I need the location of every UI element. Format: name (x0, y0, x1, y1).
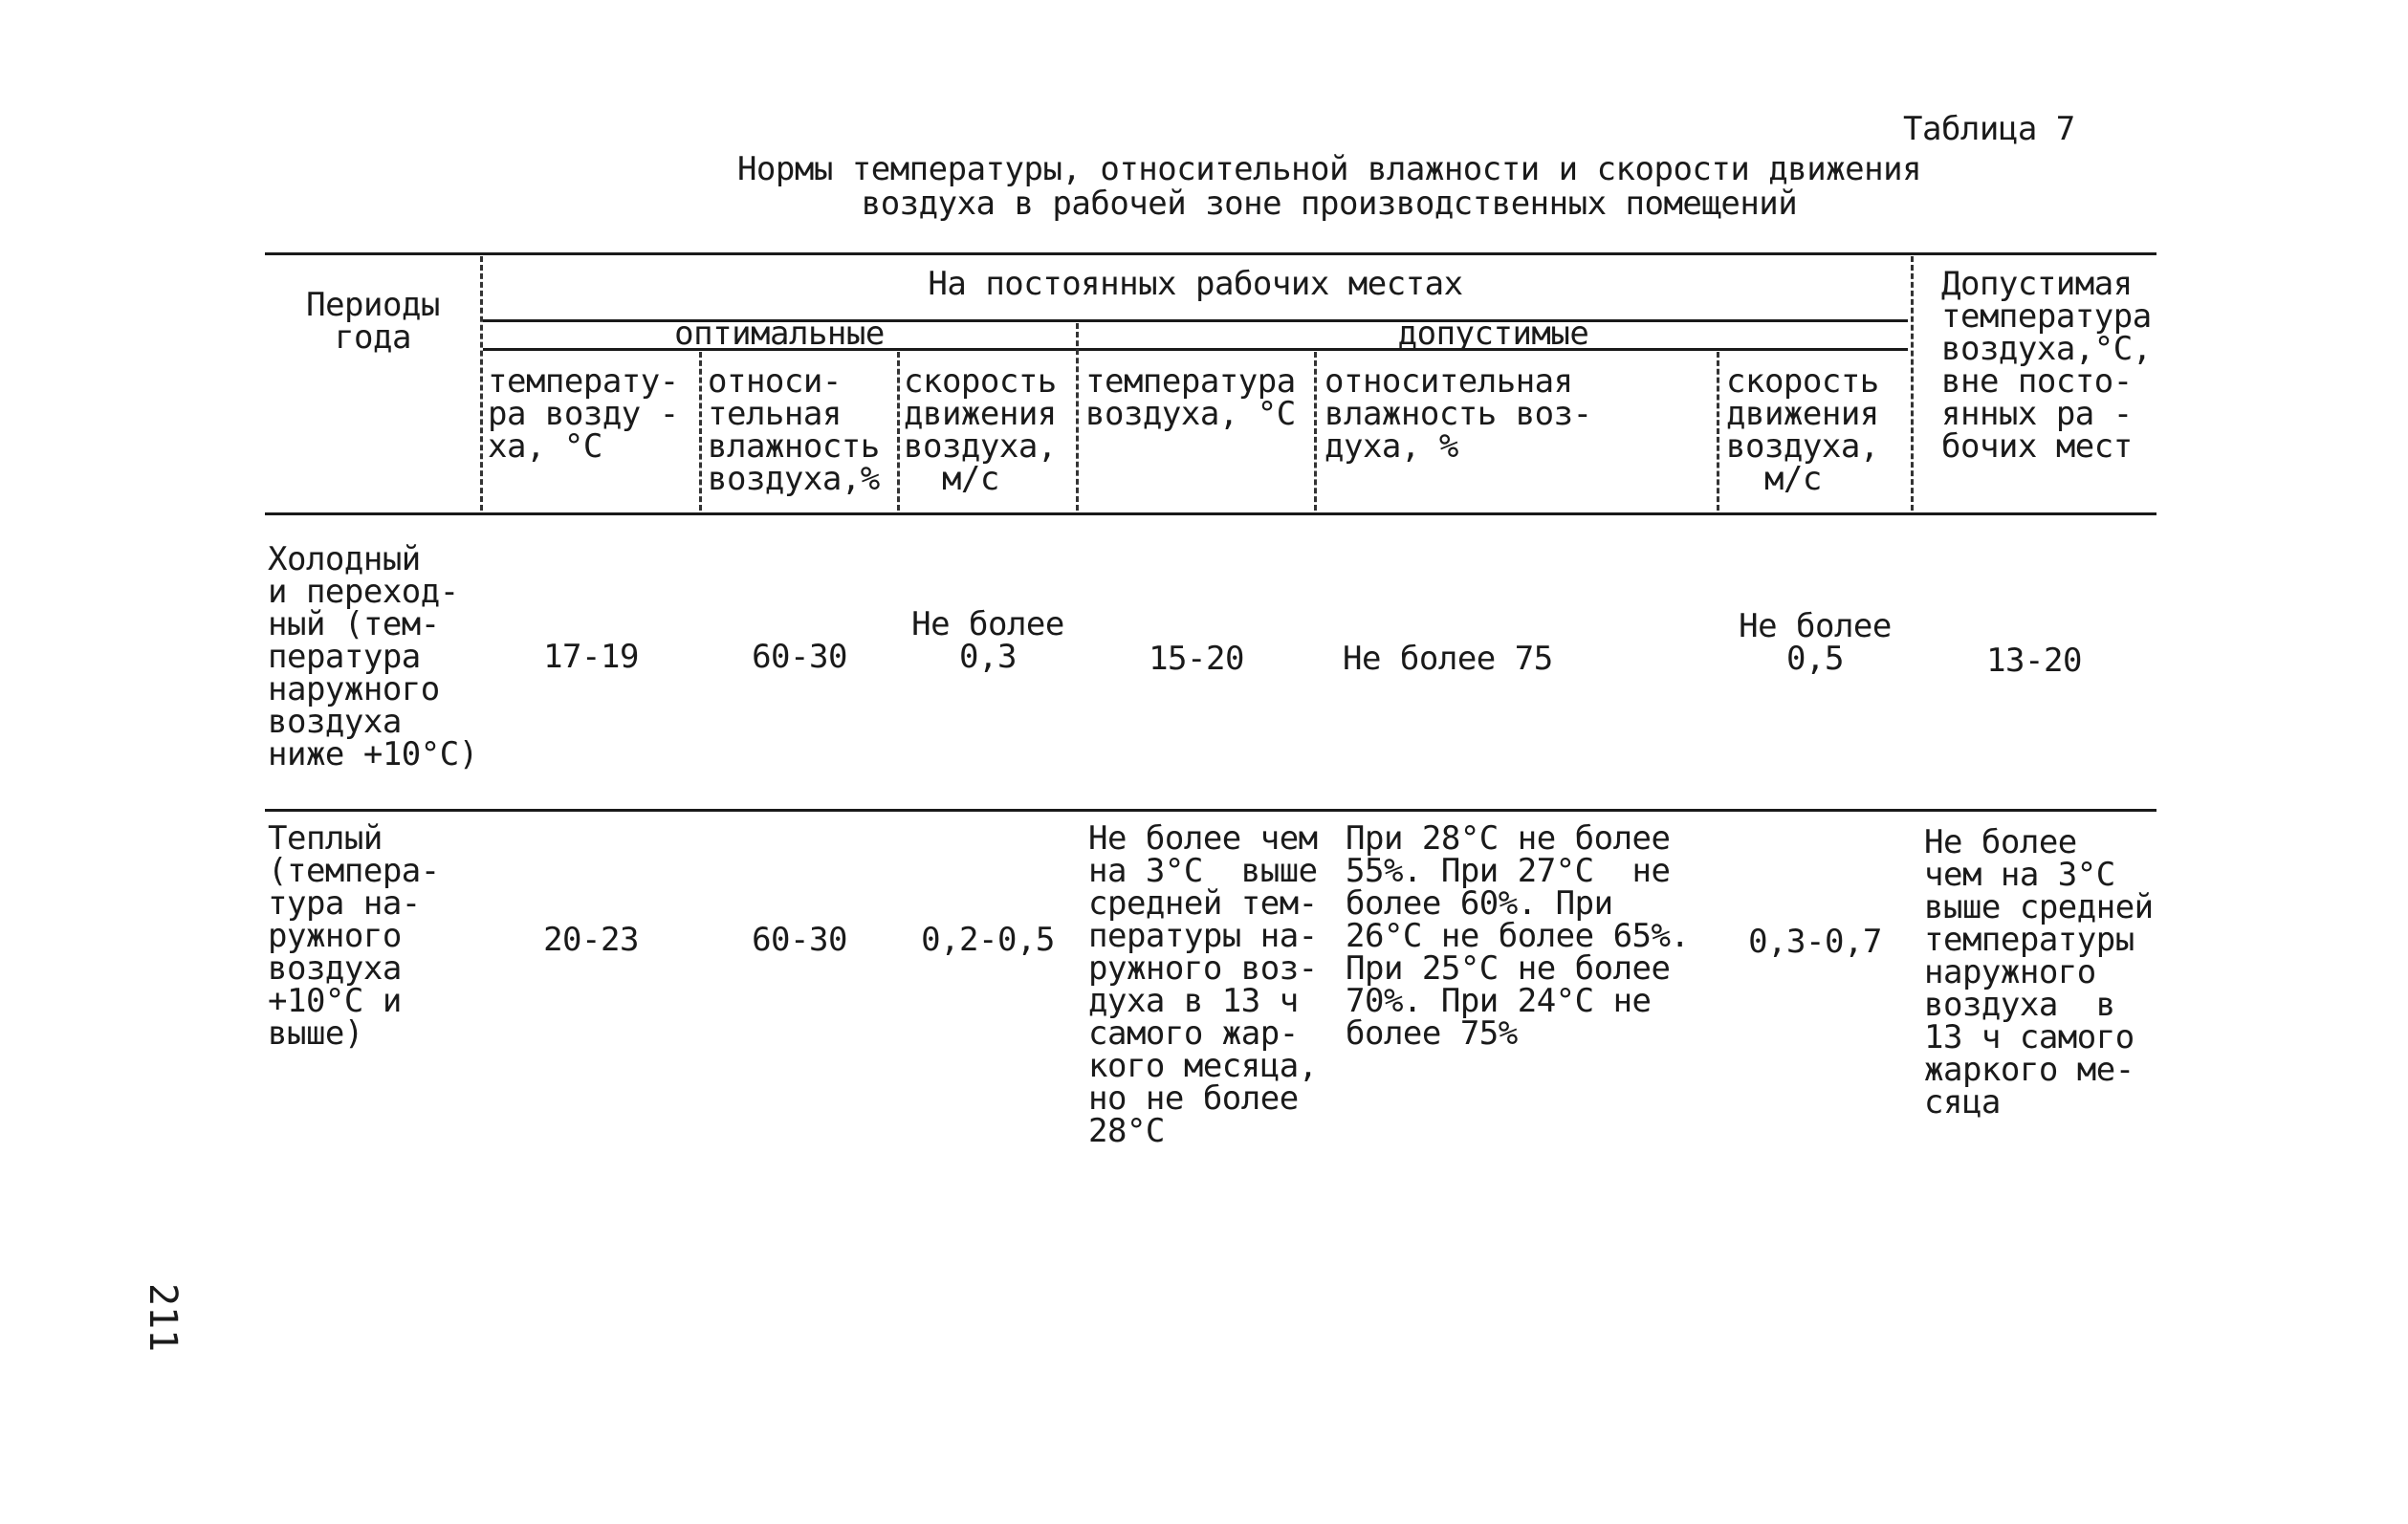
header-opt-hum: относи- тельная влажность воздуха,% (708, 362, 880, 498)
header-perm-temp: температура воздуха, °С (1085, 362, 1296, 433)
header-opt-temp: температу- ра возду - ха, °С (488, 362, 679, 466)
divider-outside (1911, 256, 1914, 511)
row2-opt-speed: 0,2-0,5 (921, 921, 1055, 959)
table-title-line2: воздуха в рабочей зоне производственных помещений (861, 185, 1798, 223)
row2-perm-temp: Не более чем на 3°С выше средней тем- пературы на- ружного воз- духа в 13 ч самого жар- кого месяца, но не более 28°С (1088, 819, 1318, 1150)
divider-perm-speed (1717, 352, 1719, 511)
divider-perm-hum (1314, 352, 1317, 511)
header-opt-speed: скорость движения воздуха, м/с (904, 362, 1057, 498)
row1-perm-speed: Не более 0,5 (1739, 607, 1892, 678)
row-separator (265, 809, 2156, 812)
page-number: 211 (141, 1283, 185, 1353)
divider-opt-speed (897, 352, 900, 511)
table-label: Таблица 7 (1903, 110, 2075, 148)
header-bottom-rule (265, 512, 2156, 515)
row1-period: Холодный и переход- ный (тем- пература наружного воздуха ниже +10°С) (268, 540, 478, 773)
header-perm-hum: относительная влажность воз- духа, % (1324, 362, 1592, 466)
row2-outside: Не более чем на 3°С выше средней температуры наружного воздуха в 13 ч самого жаркого ме- сяца (1924, 823, 2154, 1121)
header-permanent: На постоянных рабочих местах (928, 265, 1463, 303)
table-top-rule (265, 252, 2156, 255)
row2-perm-speed: 0,3-0,7 (1748, 923, 1882, 961)
row1-opt-temp: 17-19 (543, 638, 639, 676)
row1-perm-temp: 15-20 (1149, 640, 1244, 678)
row1-opt-speed: Не более 0,3 (911, 605, 1064, 676)
header-optimal: оптимальные (674, 315, 885, 353)
table-title-line1: Нормы температуры, относительной влажности и скорости движения (736, 150, 1922, 188)
divider-permissible (1076, 323, 1079, 511)
header-outside: Допустимая температура воздуха,°С, вне посто- янных ра - бочих мест (1941, 265, 2152, 466)
row1-opt-hum: 60-30 (752, 638, 847, 676)
row2-perm-hum: При 28°С не более 55%. При 27°С не более 60%. При 26°С не более 65%. При 25°С не более 70%. При 24°С не более 75% (1346, 819, 1690, 1053)
row2-opt-temp: 20-23 (543, 921, 639, 959)
divider-opt-hum (699, 352, 702, 511)
header-periods: Периоды года (306, 286, 440, 357)
header-perm-speed: скорость движения воздуха, м/с (1726, 362, 1879, 498)
row1-outside: 13-20 (1986, 642, 2082, 680)
row2-opt-hum: 60-30 (752, 921, 847, 959)
row1-perm-hum: Не более 75 (1343, 640, 1553, 678)
header-permissible: допустимые (1397, 315, 1589, 353)
row2-period: Теплый (темпера- тура на- ружного воздуха +10°С и выше) (268, 819, 440, 1053)
